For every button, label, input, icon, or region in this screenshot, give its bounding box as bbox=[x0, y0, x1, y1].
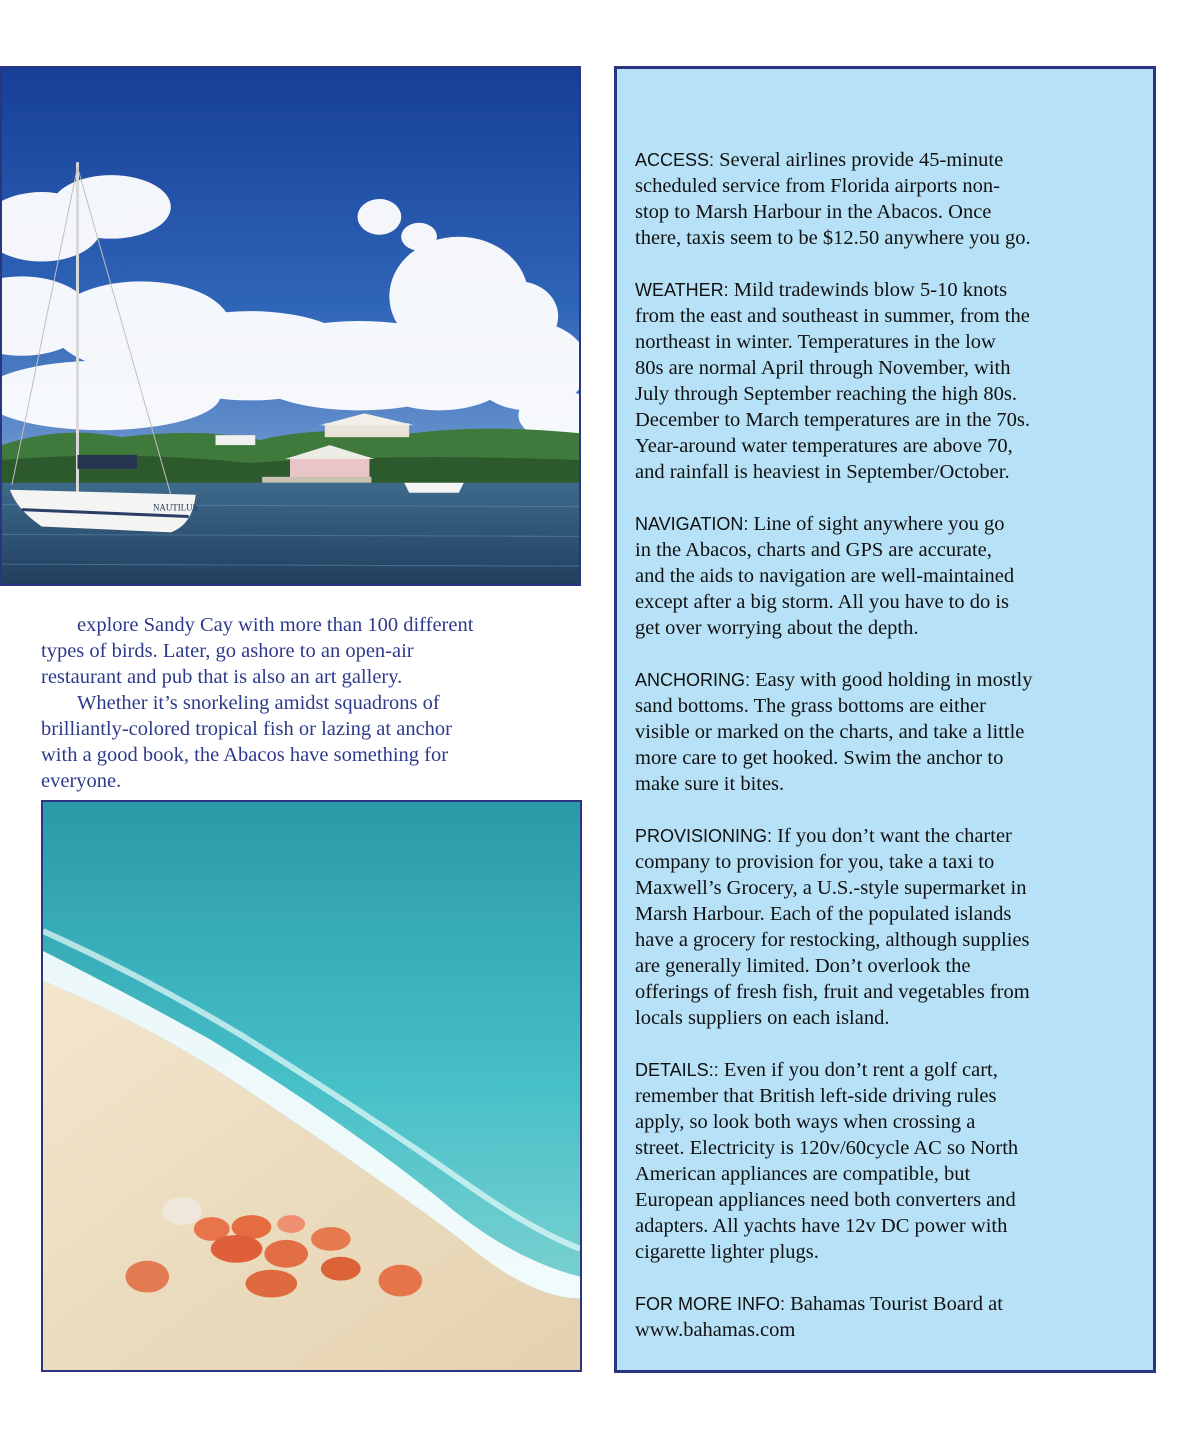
sidebar-line bbox=[635, 147, 1139, 173]
sidebar-line-text: Line of sight anywhere you go bbox=[753, 513, 1005, 535]
body-line: Whether it’s snorkeling amidst squadrons of bbox=[77, 692, 440, 714]
sidebar-line-text: have a grocery for restocking, although supplies bbox=[635, 929, 1030, 951]
sidebar-line bbox=[635, 511, 1139, 537]
sidebar-section bbox=[635, 277, 1139, 485]
sidebar-line bbox=[635, 537, 1139, 563]
sidebar-line bbox=[635, 719, 1139, 745]
sidebar-line-text: Even if you don’t rent a golf cart, bbox=[723, 1059, 998, 1081]
sidebar-line bbox=[635, 329, 1139, 355]
body-paragraph bbox=[41, 690, 581, 794]
sidebar-line-text: except after a big storm. All you have to do is bbox=[635, 591, 1010, 613]
sidebar-line bbox=[635, 1005, 1139, 1031]
sidebar-line bbox=[635, 1135, 1139, 1161]
sailboat-harbour-illustration bbox=[2, 68, 579, 584]
sidebar-line bbox=[635, 745, 1139, 771]
sidebar-line bbox=[635, 615, 1139, 641]
beach-conch-photo bbox=[41, 800, 582, 1372]
sidebar-line bbox=[635, 979, 1139, 1005]
sidebar-line-text: If you don’t want the charter bbox=[777, 825, 1012, 847]
sidebar-line-text: make sure it bites. bbox=[635, 773, 785, 795]
sidebar-line bbox=[635, 849, 1139, 875]
body-line: with a good book, the Abacos have something for bbox=[41, 744, 449, 766]
sidebar-line bbox=[635, 459, 1139, 485]
sidebar-section bbox=[635, 1291, 1139, 1343]
sidebar-line-text: Marsh Harbour. Each of the populated islands bbox=[635, 903, 1012, 925]
sidebar-section bbox=[635, 667, 1139, 797]
beach-conch-illustration bbox=[43, 802, 580, 1370]
sailboat-harbour-photo bbox=[0, 66, 581, 586]
sidebar-line-text: Mild tradewinds blow 5-10 knots bbox=[733, 279, 1008, 301]
sidebar-line-text: and the aids to navigation are well-maintained bbox=[635, 565, 1015, 587]
sidebar-line bbox=[635, 1083, 1139, 1109]
sidebar-line-text: visible or marked on the charts, and take a little bbox=[635, 721, 1025, 743]
sidebar-line bbox=[635, 1161, 1139, 1187]
boat-name: NAUTILUS bbox=[152, 502, 198, 513]
travel-info-sidebar bbox=[614, 66, 1156, 1373]
sidebar-line bbox=[635, 303, 1139, 329]
sidebar-heading: NAVIGATION: bbox=[635, 514, 749, 534]
sidebar-line-text: company to provision for you, take a taxi to bbox=[635, 851, 995, 873]
body-line: types of birds. Later, go ashore to an open-air bbox=[41, 640, 414, 662]
sidebar-line-text: adapters. All yachts have 12v DC power with bbox=[635, 1215, 1008, 1237]
sidebar-line bbox=[635, 199, 1139, 225]
sidebar-line-text: scheduled service from Florida airports non- bbox=[635, 175, 1000, 197]
sidebar-line bbox=[635, 225, 1139, 251]
sidebar-line-text: in the Abacos, charts and GPS are accurate, bbox=[635, 539, 992, 561]
sidebar-line bbox=[635, 433, 1139, 459]
sidebar-line bbox=[635, 693, 1139, 719]
sidebar-line-text: Easy with good holding in mostly bbox=[755, 669, 1033, 691]
sidebar-line bbox=[635, 1317, 1139, 1343]
sidebar-line-text: there, taxis seem to be $12.50 anywhere you go. bbox=[635, 227, 1031, 249]
sidebar-line-text: Bahamas Tourist Board at bbox=[790, 1293, 1003, 1315]
sidebar-line bbox=[635, 875, 1139, 901]
sidebar-line bbox=[635, 1291, 1139, 1317]
sidebar-line bbox=[635, 667, 1139, 693]
sidebar-line bbox=[635, 1213, 1139, 1239]
sidebar-line-text: www.bahamas.com bbox=[635, 1319, 796, 1341]
sidebar-line bbox=[635, 1057, 1139, 1083]
sidebar-line bbox=[635, 823, 1139, 849]
sidebar-line-text: offerings of fresh fish, fruit and vegetables from bbox=[635, 981, 1030, 1003]
sidebar-line-text: 80s are normal April through November, with bbox=[635, 357, 1011, 379]
sidebar-line bbox=[635, 381, 1139, 407]
body-paragraph bbox=[41, 612, 581, 690]
sidebar-line bbox=[635, 563, 1139, 589]
sidebar-line bbox=[635, 927, 1139, 953]
sidebar-section bbox=[635, 147, 1139, 251]
sidebar-line bbox=[635, 1187, 1139, 1213]
sidebar-line-text: sand bottoms. The grass bottoms are either bbox=[635, 695, 986, 717]
sidebar-line-text: remember that British left-side driving rules bbox=[635, 1085, 997, 1107]
body-line: everyone. bbox=[41, 770, 122, 792]
sidebar-line bbox=[635, 407, 1139, 433]
sidebar-line bbox=[635, 953, 1139, 979]
sidebar-heading: FOR MORE INFO: bbox=[635, 1294, 785, 1314]
body-line: restaurant and pub that is also an art gallery. bbox=[41, 666, 403, 688]
sidebar-line-text: apply, so look both ways when crossing a bbox=[635, 1111, 976, 1133]
sidebar-line-text: locals suppliers on each island. bbox=[635, 1007, 890, 1029]
article-body-text bbox=[41, 612, 581, 794]
sidebar-line-text: cigarette lighter plugs. bbox=[635, 1241, 819, 1263]
sidebar-section bbox=[635, 511, 1139, 641]
sidebar-line bbox=[635, 277, 1139, 303]
sidebar-line-text: European appliances need both converters and bbox=[635, 1189, 1016, 1211]
sidebar-line bbox=[635, 1239, 1139, 1265]
sidebar-line bbox=[635, 771, 1139, 797]
body-line: brilliantly-colored tropical fish or lazing at anchor bbox=[41, 718, 452, 740]
sidebar-line-text: Several airlines provide 45-minute bbox=[719, 149, 1004, 171]
sidebar-section bbox=[635, 1057, 1139, 1265]
sidebar-line-text: are generally limited. Don’t overlook the bbox=[635, 955, 971, 977]
sidebar-heading: ANCHORING: bbox=[635, 670, 751, 690]
sidebar-heading: WEATHER: bbox=[635, 280, 729, 300]
sidebar-section bbox=[635, 823, 1139, 1031]
sidebar-line-text: from the east and southeast in summer, from the bbox=[635, 305, 1030, 327]
sidebar-heading: ACCESS: bbox=[635, 150, 715, 170]
sidebar-heading: DETAILS:: bbox=[635, 1060, 719, 1080]
sidebar-line-text: more care to get hooked. Swim the anchor to bbox=[635, 747, 1004, 769]
sidebar-line bbox=[635, 173, 1139, 199]
sidebar-line bbox=[635, 1109, 1139, 1135]
sidebar-line bbox=[635, 901, 1139, 927]
sidebar-line-text: July through September reaching the high 80s. bbox=[635, 383, 1018, 405]
sidebar-line bbox=[635, 355, 1139, 381]
sidebar-line-text: Year-around water temperatures are above 70, bbox=[635, 435, 1013, 457]
sidebar-line-text: and rainfall is heaviest in September/October. bbox=[635, 461, 1010, 483]
body-line: explore Sandy Cay with more than 100 different bbox=[77, 614, 474, 636]
sidebar-line-text: get over worrying about the depth. bbox=[635, 617, 919, 639]
sidebar-line bbox=[635, 589, 1139, 615]
sidebar-line-text: stop to Marsh Harbour in the Abacos. Once bbox=[635, 201, 992, 223]
sidebar-line-text: street. Electricity is 120v/60cycle AC so North bbox=[635, 1137, 1019, 1159]
sidebar-line-text: American appliances are compatible, but bbox=[635, 1163, 971, 1185]
sidebar-heading: PROVISIONING: bbox=[635, 826, 773, 846]
sidebar-line-text: December to March temperatures are in the 70s. bbox=[635, 409, 1031, 431]
sidebar-line-text: northeast in winter. Temperatures in the low bbox=[635, 331, 996, 353]
sidebar-line-text: Maxwell’s Grocery, a U.S.-style supermarket in bbox=[635, 877, 1027, 899]
